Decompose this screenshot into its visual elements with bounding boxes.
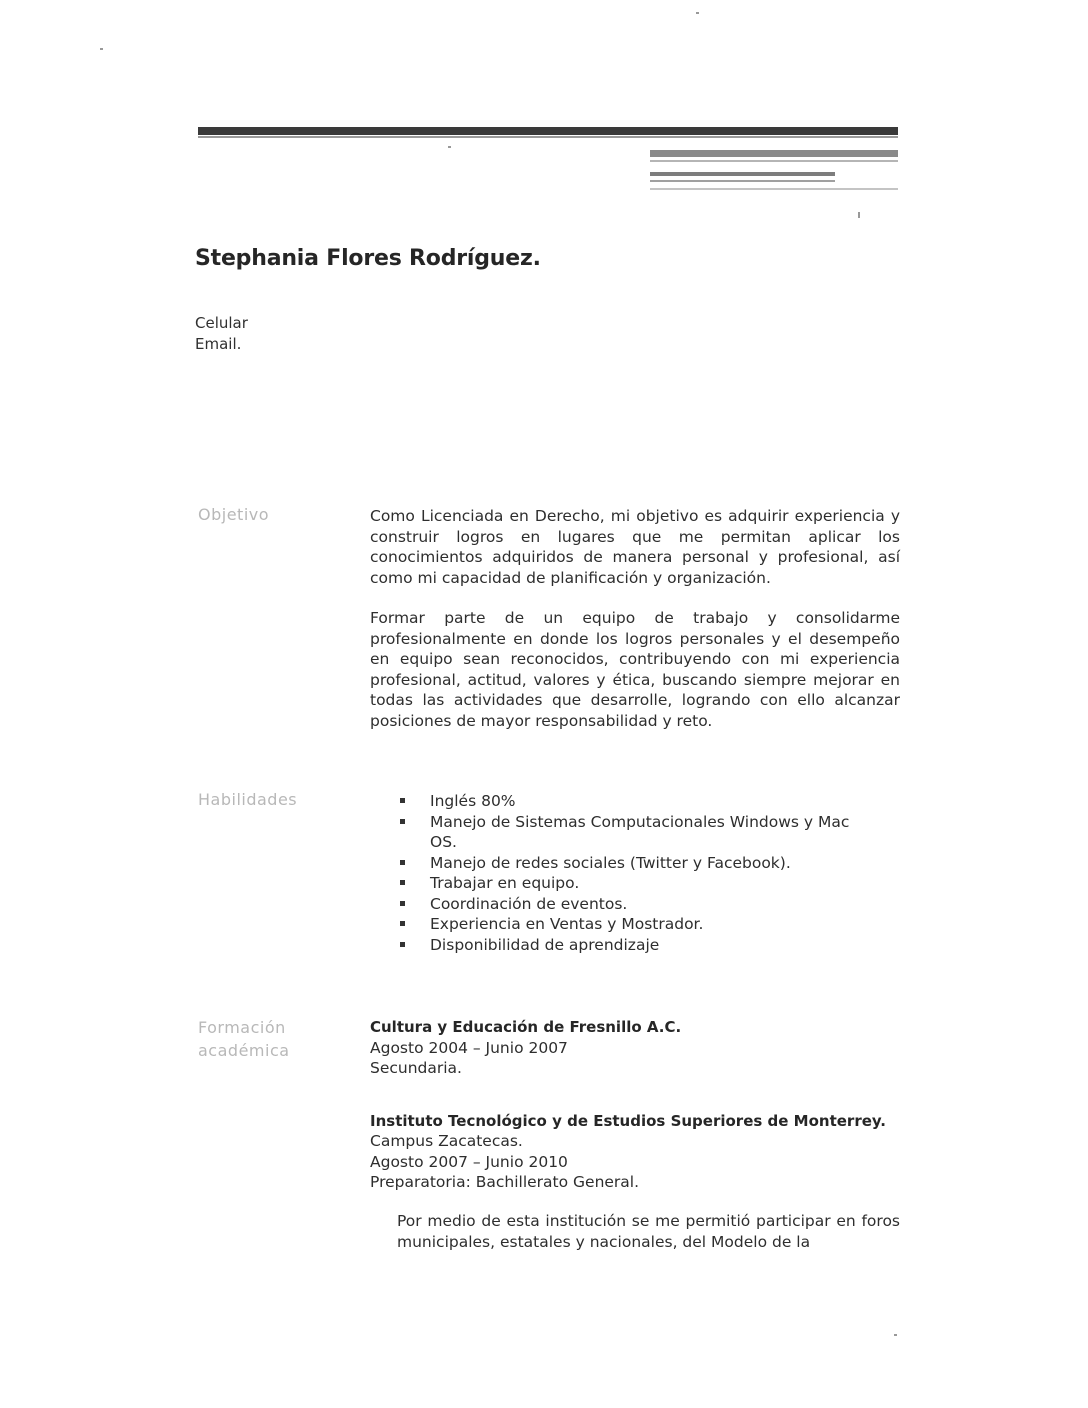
scan-speck <box>696 12 699 14</box>
skill-item: Coordinación de eventos. <box>370 894 880 915</box>
scan-speck <box>894 1334 897 1336</box>
education-label-line2: académica <box>198 1041 290 1060</box>
education-level: Secundaria. <box>370 1059 462 1077</box>
skills-section <box>370 791 900 955</box>
redacted-bar <box>650 180 835 182</box>
objective-section <box>370 506 900 751</box>
education-section <box>370 1017 900 1285</box>
phone-label: Celular <box>195 314 248 332</box>
education-label-line1: Formación <box>198 1018 286 1037</box>
education-period: Agosto 2004 – Junio 2007 <box>370 1038 568 1057</box>
redacted-bar <box>650 188 898 190</box>
skill-item: Experiencia en Ventas y Mostrador. <box>370 914 880 935</box>
skill-item: Disponibilidad de aprendizaje <box>370 935 880 956</box>
scan-speck <box>100 48 103 50</box>
education-period: Agosto 2007 – Junio 2010 <box>370 1152 568 1171</box>
header-rule-thin <box>198 136 898 138</box>
email-label: Email. <box>195 335 242 353</box>
applicant-name: Stephania Flores Rodríguez. <box>195 246 541 271</box>
institution-name: Cultura y Educación de Fresnillo A.C. <box>370 1018 682 1036</box>
redacted-bar <box>650 160 898 162</box>
skills-list <box>370 791 900 955</box>
objective-paragraph-1: Como Licenciada en Derecho, mi objetivo es adquirir experiencia y construir logros en lugares que me permitan aplicar los conocimientos adquiridos de manera personal y profesional, así como mi capacidad de planificación y organización. <box>370 507 900 587</box>
scan-speck <box>448 146 451 148</box>
redacted-bar <box>650 172 835 176</box>
institution-name: Instituto Tecnológico y de Estudios Superiores de Monterrey. <box>370 1111 886 1130</box>
education-note: Por medio de esta institución se me permitió participar en foros municipales, estatales y nacionales, del Modelo de la <box>397 1211 900 1251</box>
contact-info <box>195 313 248 355</box>
skill-item: Manejo de redes sociales (Twitter y Facebook). <box>370 853 880 874</box>
skill-item: Trabajar en equipo. <box>370 873 880 894</box>
section-label-objective: Objetivo <box>198 505 270 524</box>
section-label-skills: Habilidades <box>198 790 298 809</box>
section-label-education <box>198 1016 290 1062</box>
education-entry <box>370 1017 900 1079</box>
education-campus: Campus Zacatecas. <box>370 1132 523 1150</box>
redacted-bar <box>650 150 898 157</box>
objective-paragraph-2: Formar parte de un equipo de trabajo y consolidarme profesionalmente en donde los logros personales y el desempeño en equipo sean reconocidos, contribuyendo con mi experiencia profesional, actitud, valores y ética, buscando siempre mejorar en todas las actividades que desarrolle, logrando con ello alcanzar posiciones de mayor responsabilidad y reto. <box>370 609 900 730</box>
skill-item: Inglés 80% <box>370 791 880 812</box>
education-entry <box>370 1111 900 1253</box>
skill-item: Manejo de Sistemas Computacionales Windows y Mac OS. <box>370 812 880 853</box>
scan-speck <box>858 212 860 218</box>
education-level: Preparatoria: Bachillerato General. <box>370 1173 640 1191</box>
header-rule <box>198 127 898 135</box>
